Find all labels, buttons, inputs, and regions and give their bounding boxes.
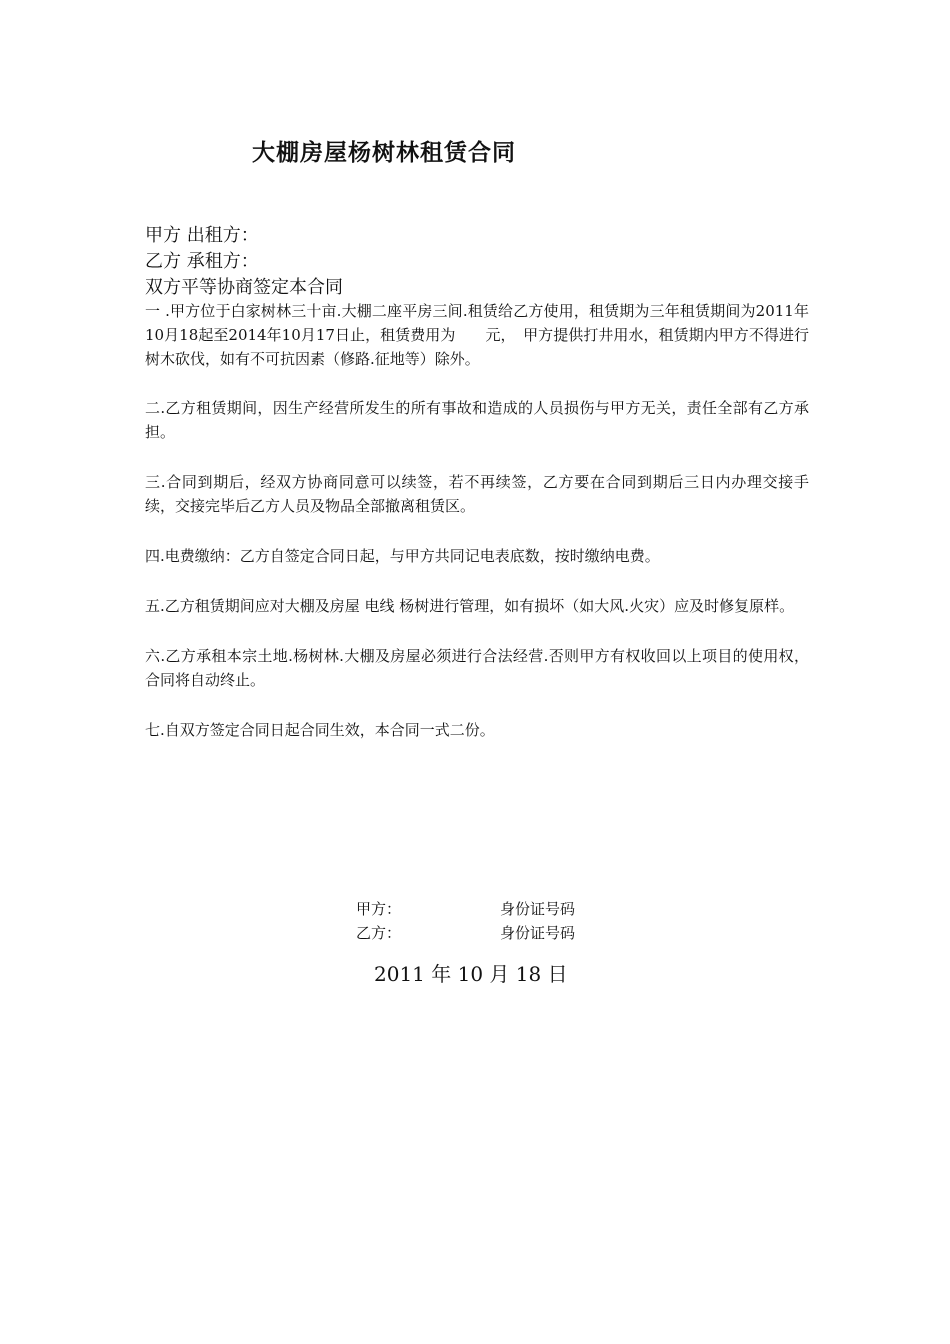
clause-4: 四.电费缴纳：乙方自签定合同日起，与甲方共同记电表底数，按时缴纳电费。 (145, 547, 660, 565)
clause-7: 七.自双方签定合同日起合同生效，本合同一式二份。 (145, 721, 495, 739)
party-a-id-label: 身份证号码 (500, 900, 576, 918)
clause-6: 六.乙方承租本宗土地.杨树林.大棚及房屋必须进行合法经营.否则甲方有权收回以上项目的使用权，合同将自动终止。 (145, 647, 809, 689)
signature-block (356, 897, 575, 945)
party-b-id-label: 身份证号码 (500, 924, 576, 942)
clause-3: 三.合同到期后，经双方协商同意可以续签，若不再续签，乙方要在合同到期后三日内办理交接手续，交接完毕后乙方人员及物品全部撤离租赁区。 (145, 473, 809, 515)
document-title: 大棚房屋杨树林租赁合同 (252, 140, 516, 166)
party-a-line: 甲方 出租方： (145, 225, 259, 246)
party-b-line: 乙方 承租方： (145, 251, 259, 272)
clause-1: 一 .甲方位于白家树林三十亩.大棚二座平房三间.租赁给乙方使用，租赁期为三年租赁期间为2011年10月18起至2014年10月17日止，租赁费用为 元， 甲方提供打井用水，租赁期内甲方不得进行树木砍伐，如有不可抗因素（修路.征地等）除外。 (145, 302, 809, 368)
signature-row-party-b (356, 921, 575, 945)
preamble-line: 双方平等协商签定本合同 (145, 277, 343, 298)
party-block (145, 223, 343, 301)
party-a-signature-label: 甲方： (356, 900, 402, 918)
signature-row-party-a (356, 897, 575, 921)
signing-date: 2011 年 10 月 18 日 (374, 962, 568, 986)
clause-2: 二.乙方租赁期间，因生产经营所发生的所有事故和造成的人员损伤与甲方无关，责任全部有乙方承担。 (145, 399, 809, 441)
party-b-signature-label: 乙方： (356, 924, 402, 942)
clause-5: 五.乙方租赁期间应对大棚及房屋 电线 杨树进行管理，如有损坏（如大风.火灾）应及时修复原样。 (145, 597, 795, 615)
clause-list (145, 299, 809, 742)
